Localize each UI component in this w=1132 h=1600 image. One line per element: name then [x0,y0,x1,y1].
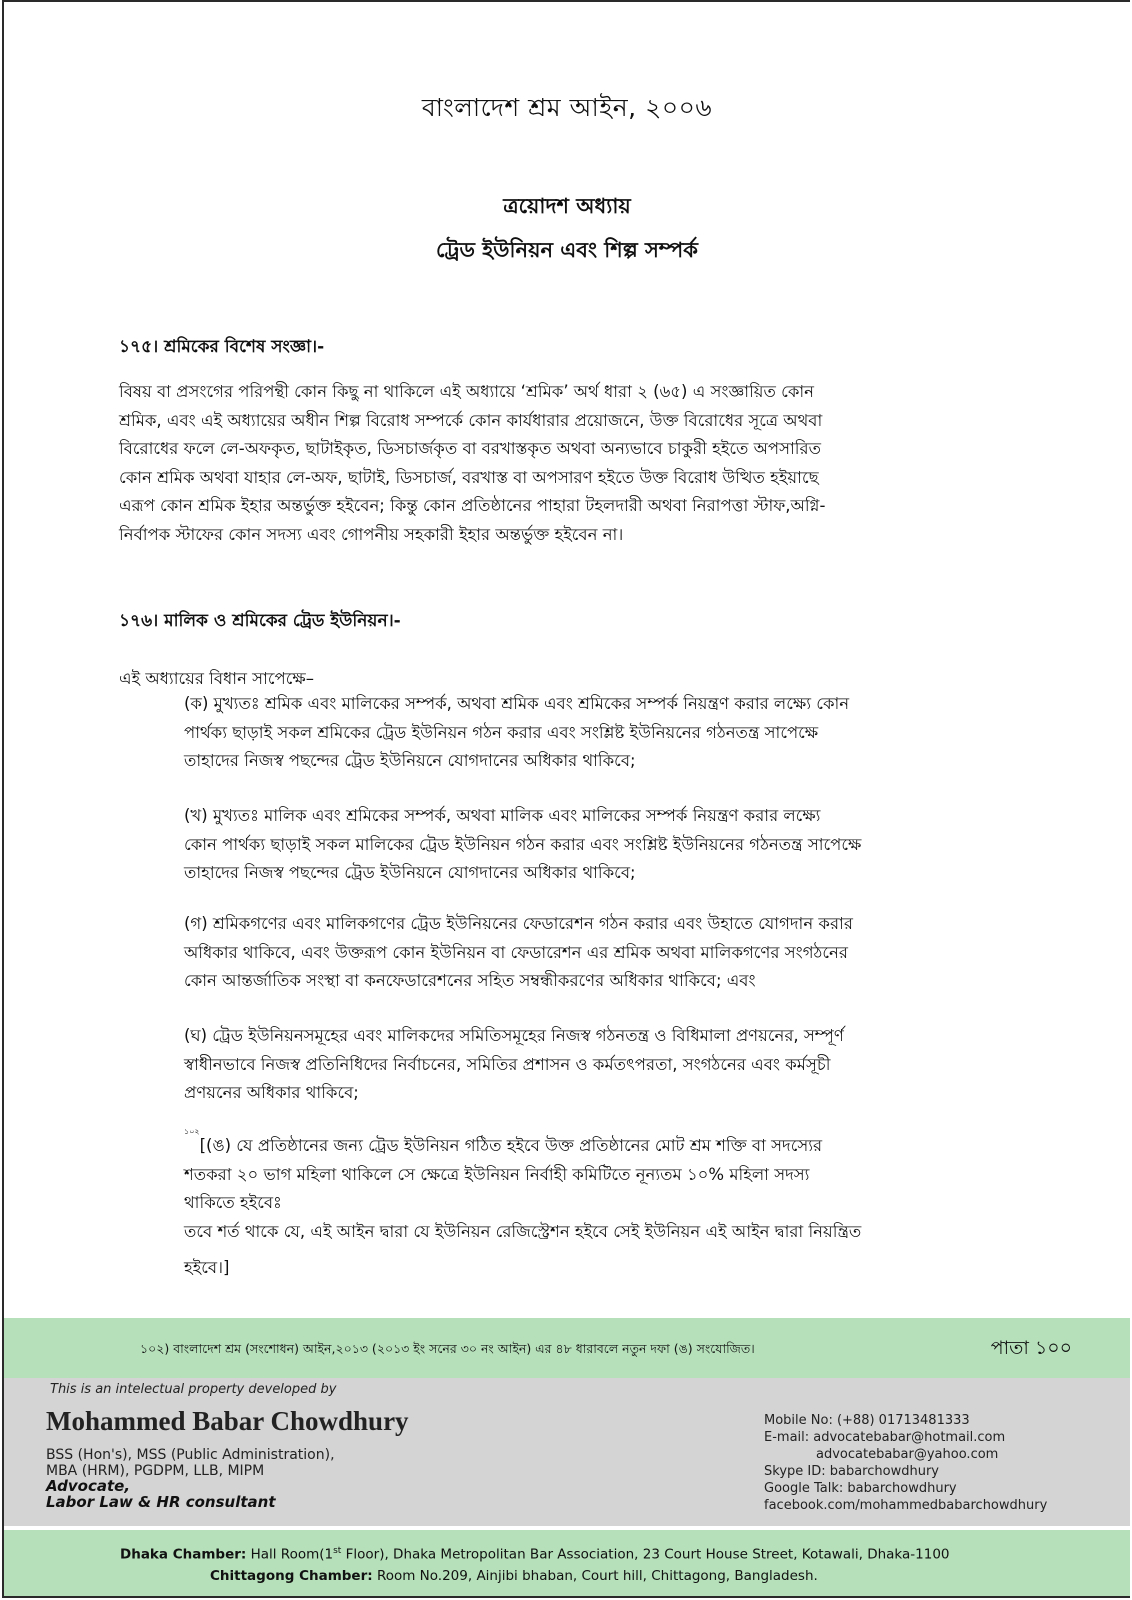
chittagong-chamber-label: Chittagong Chamber: [210,1568,373,1584]
floor-ordinal: st [333,1546,342,1556]
text-line: তাহাদের নিজস্ব পছন্দের ট্রেড ইউনিয়নে যোগদানের অধিকার থাকিবে; [184,751,636,770]
author-name: Mohammed Babar Chowdhury [46,1406,409,1436]
text-line: তাহাদের নিজস্ব পছন্দের ট্রেড ইউনিয়নে যোগদানের অধিকার থাকিবে; [184,863,636,882]
clause-ga [184,910,1024,996]
text-segment: [(ঙ) যে প্রতিষ্ঠানের জন্য ট্রেড ইউনিয়ন গঠিত হইবে উক্ত প্রতিষ্ঠানের মোট শ্রম শক্তি বা সদস্যের [199,1136,823,1155]
text-line: স্বাধীনভাবে নিজস্ব প্রতিনিধিদের নির্বাচনের, সমিতির প্রশাসন ও কর্মতৎপরতা, সংগঠনের এবং কর্মসূচী [184,1054,831,1074]
chamber-band [4,1530,1130,1598]
ip-note: This is an intelectual property developed by [50,1382,337,1397]
chittagong-chamber [210,1568,818,1584]
text-line: নির্বাপক স্টাফের কোন সদস্য এবং গোপনীয় সহকারী ইহার অন্তর্ভুক্ত হইবেন না। [119,524,624,544]
text-line: বিরোধের ফলে লে-অফকৃত, ছাটাইকৃত, ডিসচার্জকৃত বা বরখাস্তকৃত অথবা অন্যভাবে চাকুরী হইতে অপসারিত [119,439,821,458]
dhaka-chamber [120,1546,950,1563]
text-line: শ্রমিক, এবং এই অধ্যায়ের অধীন শিল্প বিরোধ সম্পর্কে কোন কার্যধারার প্রয়োজনে, উক্ত বিরোধের সূত্রে অথবা [119,410,823,430]
text-line: বিষয় বা প্রসংগের পরিপন্থী কোন কিছু না থাকিলে এই অধ্যায়ে ‘শ্রমিক’ অর্থ ধারা ২ (৬৫) এ সংজ্ঞায়িত কোন [119,382,815,401]
credential-line: MBA (HRM), PGDPM, LLB, MIPM [46,1462,265,1479]
text-line: হইবে।] [184,1258,230,1277]
author-role [46,1478,276,1510]
text-line: পার্থক্য ছাড়াই সকল শ্রমিকের ট্রেড ইউনিয়ন গঠন করার এবং সংশ্লিষ্ট ইউনিয়নের গঠনতন্ত্র সাপেক্ষে [184,722,819,742]
text-line: (গ) শ্রমিকগণের এবং মালিকগণের ট্রেড ইউনিয়নের ফেডারেশন গঠন করার এবং উহাতে যোগদান করার [184,914,853,933]
text-line: তবে শর্ত থাকে যে, এই আইন দ্বারা যে ইউনিয়ন রেজিস্ট্রেশন হইবে সেই ইউনিয়ন এই আইন দ্বারা নিয়ন্ত্রিত [184,1221,862,1241]
text-line: কোন আন্তর্জাতিক সংস্থা বা কনফেডারেশনের সহিত সম্বন্ধীকরণের অধিকার থাকিবে; এবং [184,971,756,990]
footnote-marker: ১০২ [184,1127,200,1136]
clause-gha [184,1022,1024,1108]
text-line: কোন শ্রমিক অথবা যাহার লে-অফ, ছাটাই, ডিসচার্জ, বরখাস্ত বা অপসারণ হইতে উক্ত বিরোধ উত্থিত হইয়াছে [119,467,819,487]
dhaka-chamber-address: Hall Room(1 [246,1546,334,1563]
role-line: Advocate, [46,1477,131,1495]
contact-mobile: Mobile No: (+88) 01713481333 [764,1413,970,1428]
dhaka-chamber-address-rest: Floor), Dhaka Metropolitan Bar Association, 23 Court House Street, Kotawali, Dhaka-1100 [341,1546,950,1563]
section-175-body [119,378,1024,549]
text-line: থাকিতে হইবেঃ [184,1193,282,1212]
chapter-title: ত্রয়োদশ অধ্যায় [503,194,631,218]
clause-umo [184,1127,1024,1283]
contact-gtalk: Google Talk: babarchowdhury [764,1481,957,1496]
credential-line: BSS (Hon's), MSS (Public Administration), [46,1447,335,1463]
text-line: (ঘ) ট্রেড ইউনিয়নসমূহের এবং মালিকদের সমিতিসমূহের নিজস্ব গঠনতন্ত্র ও বিধিমালা প্রণয়নের, সম্পূর্ণ [184,1026,844,1045]
clause-kha [184,802,1024,888]
document-page [2,0,1130,1598]
text-line: (খ) মুখ্যতঃ মালিক এবং শ্রমিকের সম্পর্ক, অথবা মালিক এবং মালিকের সম্পর্ক নিয়ন্ত্রণ করার লক্ষ্যে [184,806,821,825]
contact-email-alt: advocatebabar@yahoo.com [816,1447,999,1462]
text-line [184,1127,1024,1161]
section-175-heading: ১৭৫। শ্রমিকের বিশেষ সংজ্ঞা।- [119,337,325,357]
page-number: পাতা ১০০ [990,1337,1072,1359]
contact-email: E-mail: advocatebabar@hotmail.com [764,1430,1006,1445]
text-line: প্রণয়নের অধিকার থাকিবে; [184,1083,359,1102]
document-title: বাংলাদেশ শ্রম আইন, ২০০৬ [421,93,713,122]
text-line: (ক) মুখ্যতঃ শ্রমিক এবং মালিকের সম্পর্ক, অথবা শ্রমিক এবং শ্রমিকের সম্পর্ক নিয়ন্ত্রণ করার লক্ষ্যে কোন [184,694,850,713]
chittagong-chamber-address: Room No.209, Ainjibi bhaban, Court hill, Chittagong, Bangladesh. [372,1568,818,1584]
author-credentials [46,1448,335,1479]
section-176-heading: ১৭৬। মালিক ও শ্রমিকের ট্রেড ইউনিয়ন।- [119,611,401,631]
footnote: ১০২) বাংলাদেশ শ্রম (সংশোধন) আইন,২০১৩ (২০১৩ ইং সনের ৩০ নং আইন) এর ৪৮ ধারাবলে নতুন দফা (ঙ) সংযোজিত। [140,1341,755,1356]
chapter-subtitle: ট্রেড ইউনিয়ন এবং শিল্প সম্পর্ক [436,238,698,262]
contact-info [764,1412,1047,1514]
section-176-intro: এই অধ্যায়ের বিধান সাপেক্ষে– [119,669,314,688]
clause-ka [184,690,1024,776]
role-line: Labor Law & HR consultant [46,1493,276,1511]
dhaka-chamber-label: Dhaka Chamber: [120,1546,247,1563]
text-line: অধিকার থাকিবে, এবং উক্তরূপ কোন ইউনিয়ন বা ফেডারেশন এর শ্রমিক অথবা মালিকগণের সংগঠনের [184,942,848,962]
text-line: শতকরা ২০ ভাগ মহিলা থাকিলে সে ক্ষেত্রে ইউনিয়ন নির্বাহী কমিটিতে নূন্যতম ১০% মহিলা সদস্য [184,1164,810,1184]
contact-skype: Skype ID: babarchowdhury [764,1464,939,1479]
text-line: এরূপ কোন শ্রমিক ইহার অন্তর্ভুক্ত হইবেন; কিন্তু কোন প্রতিষ্ঠানের পাহারা টহলদারী অথবা নিরাপত্তা স্টাফ,অগ্নি- [119,496,826,515]
contact-facebook: facebook.com/mohammedbabarchowdhury [764,1498,1048,1513]
text-line: কোন পার্থক্য ছাড়াই সকল মালিকের ট্রেড ইউনিয়ন গঠন করার এবং সংশ্লিষ্ট ইউনিয়নের গঠনতন্ত্র সাপেক্ষে [184,834,862,854]
